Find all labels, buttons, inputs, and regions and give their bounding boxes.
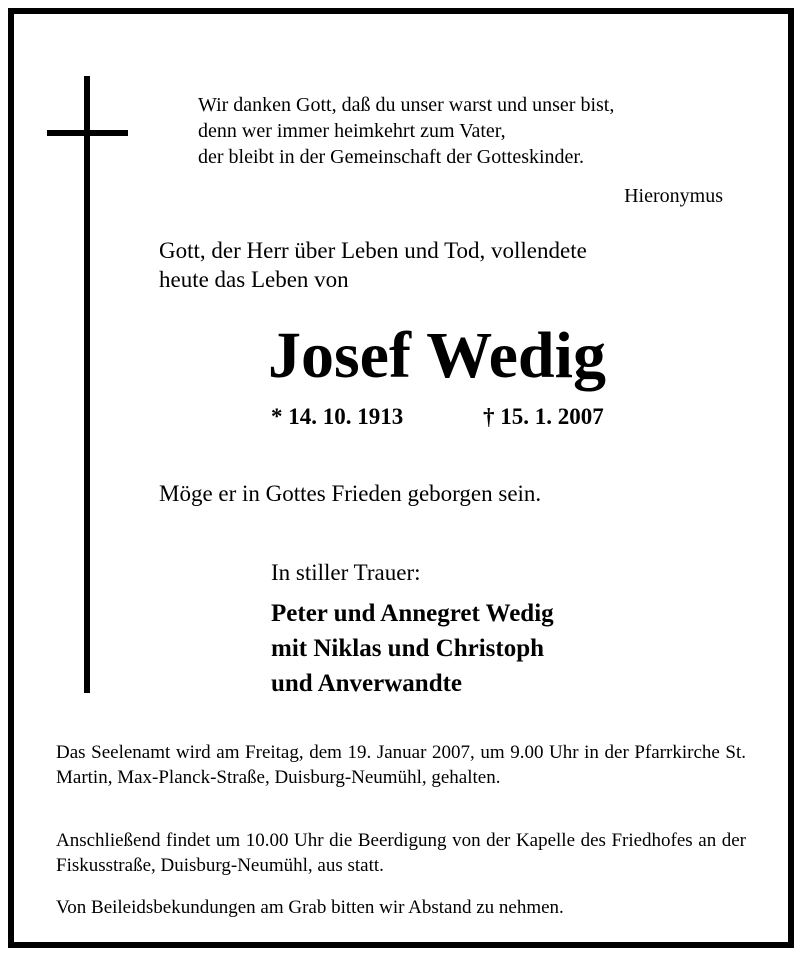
cross-icon-vertical-beam [84, 76, 90, 693]
burial-notice: Anschließend findet um 10.00 Uhr die Beerdigung von der Kapelle des Friedhofes an der Fiskusstraße, Duisburg-Neumühl, aus statt. [56, 830, 746, 876]
intro-line-2: heute das Leben von [159, 267, 349, 292]
mourner-names [271, 596, 554, 701]
mourning-label: In stiller Trauer: [271, 560, 421, 585]
verse-line-1: Wir danken Gott, daß du unser warst und unser bist, [198, 94, 615, 116]
mourner-line-2: mit Niklas und Christoph [271, 635, 544, 662]
verse-line-3: der bleibt in der Gemeinschaft der Gotteskinder. [198, 146, 584, 168]
intro-text [159, 236, 587, 294]
condolence-notice: Von Beileidsbekundungen am Grab bitten wir Abstand zu nehmen. [56, 897, 564, 918]
mourner-line-3: und Anverwandte [271, 670, 463, 697]
birth-date: * 14. 10. 1913 [271, 404, 404, 429]
mourner-line-1: Peter und Annegret Wedig [271, 600, 554, 627]
death-date: † 15. 1. 2007 [483, 404, 604, 429]
cross-icon-horizontal-beam [47, 130, 128, 136]
deceased-name: Josef Wedig [268, 319, 606, 392]
verse-attribution: Hieronymus [624, 185, 723, 207]
intro-line-1: Gott, der Herr über Leben und Tod, vollendete [159, 238, 587, 263]
verse-line-2: denn wer immer heimkehrt zum Vater, [198, 120, 506, 142]
requiem-notice: Das Seelenamt wird am Freitag, dem 19. Januar 2007, um 9.00 Uhr in der Pfarrkirche St. Martin, Max-Planck-Straße, Duisburg-Neumühl, gehalten. [56, 742, 746, 788]
blessing-text: Möge er in Gottes Frieden geborgen sein. [159, 481, 542, 506]
bible-verse [198, 92, 614, 170]
